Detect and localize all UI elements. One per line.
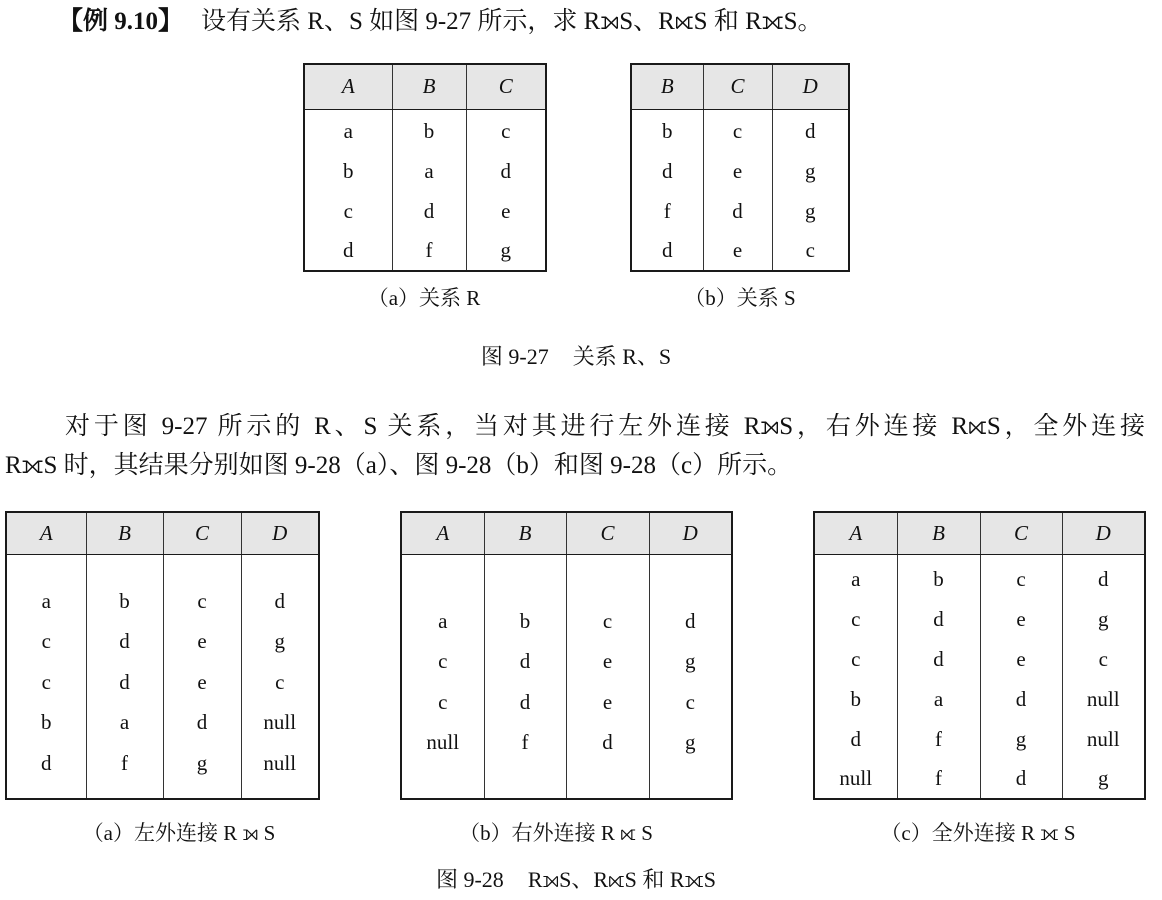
figure-number: 图 9-27 [480,344,549,369]
table-spacer-row [6,784,319,800]
table-row [814,759,1145,799]
left-outer-join-table [5,511,320,800]
table-row [6,622,319,663]
table-row [6,743,319,784]
table-cell: c [649,682,732,723]
table-header [631,64,849,109]
table-cell: g [649,642,732,683]
table-cell: a [392,151,466,191]
table-cell: b [897,559,980,599]
header-row [631,64,849,109]
relation-s-table [630,63,850,272]
column-header-b: B [631,64,703,109]
table-cell: c [980,559,1062,599]
table-cell: c [241,662,319,703]
table-cell: d [241,581,319,622]
table-cell: c [6,662,86,703]
table-cell: b [392,111,466,151]
table-cell: a [814,559,897,599]
paragraph-line: R⟗S 时，其结果分别如图 9-28（a）、图 9-28（b）和图 9-28（c）所示。 [5,452,793,479]
table-cell: g [1062,599,1145,639]
column-header-b: B [484,512,566,554]
table-spacer-cell [86,784,163,800]
paragraph-line: 对于图 9-27 所示的 R、S 关系，当对其进行左外连接 R⟕S，右外连接 R⟖S，全外连接 [65,413,1145,440]
table-cell: c [401,682,484,723]
table-cell: a [304,111,392,151]
table-cell: b [304,151,392,191]
table-body [631,109,849,271]
table-cell: a [86,703,163,744]
table-cell: c [566,601,649,642]
table-row [6,581,319,622]
table-row [814,719,1145,759]
column-header-c: C [980,512,1062,554]
table-cell: g [772,191,849,231]
table-body [401,554,732,799]
table-cell: e [980,639,1062,679]
table-row [814,599,1145,639]
table-header [401,512,732,554]
table-cell: d [6,743,86,784]
table-cell: d [814,719,897,759]
column-header-a: A [401,512,484,554]
table-row [631,111,849,151]
table-cell: f [897,719,980,759]
table-cell: d [897,599,980,639]
table-body [6,554,319,799]
table-cell: c [304,191,392,231]
table-cell: null [401,723,484,764]
table-cell: g [980,719,1062,759]
table-spacer-cell [649,554,732,601]
table-header [6,512,319,554]
column-header-a: A [304,64,392,109]
table-cell: e [703,231,772,271]
table-cell: d [484,642,566,683]
table-row [304,111,546,151]
column-header-d: D [772,64,849,109]
table-cell: g [163,743,241,784]
table-row [631,231,849,271]
table-row [814,679,1145,719]
table-row [6,662,319,703]
table-spacer-cell [6,784,86,800]
table-cell: c [163,581,241,622]
table-cell: b [814,679,897,719]
table-cell: a [6,581,86,622]
table-cell: f [392,231,466,271]
table-row [304,191,546,231]
table-cell: d [466,151,546,191]
table-cell: c [814,599,897,639]
right-outer-join-table [400,511,733,800]
table-cell: f [484,723,566,764]
table-cell: d [566,723,649,764]
table-cell: c [703,111,772,151]
table-spacer-cell [401,763,484,799]
table-spacer-cell [649,763,732,799]
subfigure-caption-relation-r: （a）关系 R [367,286,481,310]
table-spacer-cell [566,763,649,799]
subfigure-caption-right-join: （b）右外连接 R ⟖ S [459,821,653,845]
example-label: 【例 9.10】 [58,8,184,35]
table-cell: f [631,191,703,231]
header-row [814,512,1145,554]
column-header-b: B [86,512,163,554]
table-row [401,682,732,723]
table-cell: d [163,703,241,744]
table-cell: b [86,581,163,622]
table-row [814,559,1145,599]
table-cell: e [163,662,241,703]
table-cell: g [1062,759,1145,799]
table-cell: g [241,622,319,663]
table-cell: b [631,111,703,151]
column-header-c: C [566,512,649,554]
table-spacer-cell [241,784,319,800]
table-row [6,703,319,744]
table-cell: d [631,231,703,271]
table-cell: null [1062,679,1145,719]
subfigure-caption-left-join: （a）左外连接 R ⟕ S [82,821,276,845]
table-cell: f [897,759,980,799]
table-spacer-cell [241,554,319,581]
header-row [401,512,732,554]
table-cell: d [304,231,392,271]
table-spacer-cell [163,784,241,800]
table-row [401,601,732,642]
table-row [304,231,546,271]
relation-r-table [303,63,547,272]
table-header [814,512,1145,554]
subfigure-caption-full-join: （c）全外连接 R ⟗ S [880,821,1076,845]
table-spacer-cell [163,554,241,581]
table-spacer-cell [86,554,163,581]
table-row [401,723,732,764]
table-body [814,554,1145,799]
header-row [6,512,319,554]
table-cell: d [392,191,466,231]
table-spacer-row [401,554,732,601]
table-cell: b [6,703,86,744]
table-cell: e [703,151,772,191]
table-cell: g [772,151,849,191]
column-header-c: C [466,64,546,109]
table-cell: d [86,662,163,703]
table-cell: null [241,703,319,744]
column-header-c: C [163,512,241,554]
example-heading [58,8,823,36]
table-header [304,64,546,109]
table-cell: d [772,111,849,151]
table-cell: e [163,622,241,663]
table-cell: f [86,743,163,784]
column-header-b: B [897,512,980,554]
table-cell: c [401,642,484,683]
table-cell: e [566,682,649,723]
figure-number: 图 9-28 [435,867,504,892]
full-outer-join-table [813,511,1146,800]
table-cell: a [401,601,484,642]
table-cell: a [897,679,980,719]
column-header-a: A [6,512,86,554]
table-body [304,109,546,271]
table-cell: d [649,601,732,642]
table-cell: d [1062,559,1145,599]
table-cell: e [980,599,1062,639]
table-cell: c [772,231,849,271]
table-spacer-row [401,763,732,799]
column-header-c: C [703,64,772,109]
table-row [401,642,732,683]
column-header-d: D [241,512,319,554]
table-cell: d [980,759,1062,799]
table-cell: b [484,601,566,642]
table-cell: g [649,723,732,764]
table-cell: c [6,622,86,663]
table-row [631,191,849,231]
example-text: 设有关系 R、S 如图 9-27 所示，求 R⟕S、R⟖S 和 R⟗S。 [201,8,823,35]
table-spacer-cell [6,554,86,581]
table-cell: null [1062,719,1145,759]
figure-caption-9-27 [276,343,876,371]
figure-caption-9-28 [276,866,876,894]
table-cell: g [466,231,546,271]
table-cell: d [980,679,1062,719]
column-header-d: D [1062,512,1145,554]
table-row [631,151,849,191]
table-row [814,639,1145,679]
table-cell: d [897,639,980,679]
table-cell: c [466,111,546,151]
header-row [304,64,546,109]
table-spacer-row [6,554,319,581]
table-cell: null [814,759,897,799]
figure-title: R⟕S、R⟖S 和 R⟗S [527,867,716,892]
table-cell: null [241,743,319,784]
table-cell: d [86,622,163,663]
column-header-d: D [649,512,732,554]
table-cell: d [484,682,566,723]
table-spacer-cell [566,554,649,601]
table-spacer-cell [401,554,484,601]
table-row [304,151,546,191]
table-spacer-cell [484,554,566,601]
table-cell: d [631,151,703,191]
column-header-a: A [814,512,897,554]
table-cell: e [466,191,546,231]
table-cell: c [1062,639,1145,679]
table-spacer-cell [484,763,566,799]
table-cell: e [566,642,649,683]
table-cell: c [814,639,897,679]
subfigure-caption-relation-s: （b）关系 S [684,286,796,310]
table-cell: d [703,191,772,231]
figure-title: 关系 R、S [572,344,672,369]
column-header-b: B [392,64,466,109]
